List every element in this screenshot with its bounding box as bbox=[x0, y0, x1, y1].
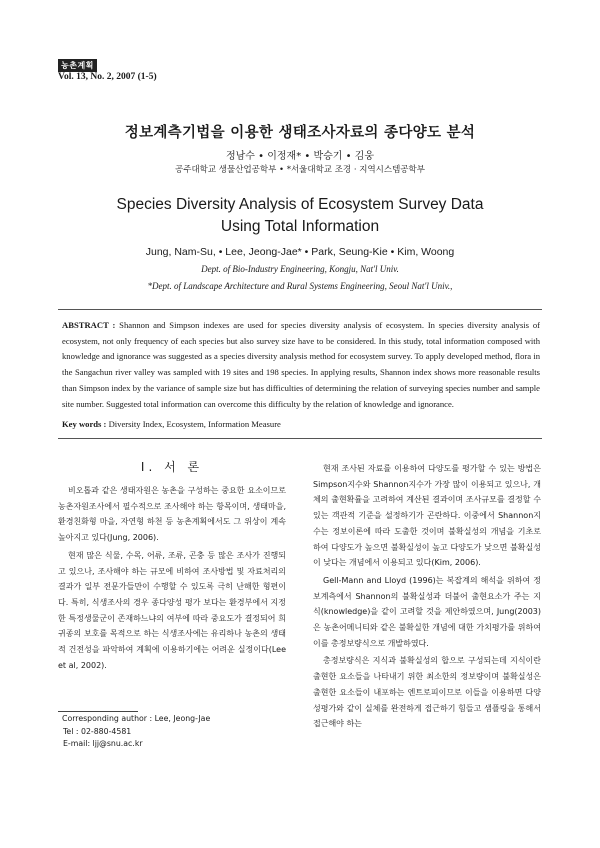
abstract-label: ABSTRACT : bbox=[62, 320, 116, 330]
journal-volume-info: Vol. 13, No. 2, 2007 (1-5) bbox=[58, 72, 157, 82]
title-english bbox=[0, 194, 600, 238]
affiliation-english-1: Dept. of Bio-Industry Engineering, Kongju, Nat'l Univ. bbox=[201, 264, 399, 274]
authors-english: Jung, Nam-Su, • Lee, Jeong-Jae* • Park, Seung-Kie • Kim, Woong bbox=[145, 246, 455, 258]
abstract-text: Shannon and Simpson indexes are used for species diversity analysis of ecosystem. In species diversity analysis of ecosystem, not only frequency of each species but also survey size have to be considered. In this study, total information composed with knowledge and ignorance was suggested as a species diversity analysis method for ecosystem survey. To apply developed method, flora in the Sangachun river valley was sampled with 19 sites and 198 species. In applying results, Shannon index shows more reasonable results than Simpson index by the variance of sample size but has difficulties of determining the relation of surveying species number and sample site number. Suggested total information can overcome this difficulty by the relation of knowledge and ignorance. bbox=[62, 320, 541, 409]
body-paragraph: 비오톱과 같은 생태자원은 농촌을 구성하는 중요한 요소이므로 농촌자원조사에서 필수적으로 조사해야 하는 항목이며, 생태마을, 환경친화형 마을, 자연형 하천 등 농촌계획에서도 그 위상이 계속 높아지고 있다(Jung, 2006). bbox=[58, 486, 286, 543]
abstract-bottom-rule bbox=[58, 438, 542, 439]
title-english-line2: Using Total Information bbox=[220, 218, 380, 235]
affiliation-english-2: *Dept. of Landscape Architecture and Rural Systems Engineering, Seoul Nat'l Univ., bbox=[147, 281, 453, 291]
body-paragraph: Gell-Mann and Lloyd (1996)는 복잡계의 해석을 위하여 정보계측에서 Shannon의 불확실성과 더불어 출현요소가 주는 지식(knowledge)을 같이 고려할 것을 제안하였으며, Jung(2003)은 농촌어메니티와 같은 불확실한 개념에 대한 가치평가를 위하여 이를 총정보량식으로 개발하였다. bbox=[313, 575, 541, 648]
abstract bbox=[62, 318, 540, 412]
title-english-line1: Species Diversity Analysis of Ecosystem Survey Data bbox=[116, 196, 484, 213]
footnote-tel: Tel : 02-880-4581 bbox=[63, 726, 132, 736]
keywords bbox=[62, 419, 281, 429]
body-paragraph: 현재 많은 식물, 수목, 어류, 조류, 곤충 등 많은 조사가 진행되고 있으나, 조사해야 하는 규모에 비하여 조사방법 및 자료처리의 결과가 일부 전문가들만이 수행할 수 있도록 극히 난해한 형편이다. 특히, 식생조사의 경우 종다양성 평가 보다는 환경부에서 지정한 특정생물군이 존재하느냐의 여부에 따라 중요도가 결정되어 희귀종의 보호를 목적으로 하는 식생조사에는 유리하나 농촌의 생태적 건전성을 파악하여 계획에 이용하기에는 어려운 실정이다(Lee et al, 2002). bbox=[58, 550, 286, 670]
keywords-text: Diversity Index, Ecosystem, Information Measure bbox=[108, 419, 281, 429]
section-heading-introduction: Ⅰ. 서 론 bbox=[140, 460, 204, 474]
body-paragraph: 현재 조사된 자료를 이용하여 다양도를 평가할 수 있는 방법은 Simpson지수와 Shannon지수가 가장 많이 이용되고 있으나, 개체의 출현확률을 고려하여 계산된 결과이며 조사규모를 결정할 수 있는 객관적 기준을 설정하기가 곤란하다. 이중에서 Shannon지수는 정보이론에 따라 도출한 것이며 불확실성의 개념을 기초로 하여 다양도가 높으면 불확실성이 높고 다양도가 낮으면 불확실성이 낮다는 개념에서 이용되고 있다(Kim, 2006). bbox=[313, 464, 541, 568]
journal-badge: 농촌계획 bbox=[58, 59, 97, 72]
body-paragraph: 총정보량식은 지식과 불확실성의 합으로 구성되는데 지식이란 출현한 요소들을 나타내기 위한 최소한의 정보량이며 불확실성은 출현한 요소들이 내포하는 엔트로피이므로 이들을 이용하면 다양성평가와 같이 실체를 완전하게 접근하기 힘들고 샘플링을 통해서 접근해야 하는 bbox=[313, 656, 541, 729]
abstract-top-rule bbox=[58, 309, 542, 310]
footnote-rule bbox=[58, 711, 138, 712]
body-column-left bbox=[58, 458, 286, 675]
authors-korean: 정남수 • 이정재* • 박승기 • 김웅 bbox=[225, 151, 375, 162]
footnote-email: E-mail: ljj@snu.ac.kr bbox=[63, 739, 143, 748]
keywords-label: Key words : bbox=[62, 419, 107, 429]
title-korean: 정보계측기법을 이용한 생태조사자료의 종다양도 분석 bbox=[124, 125, 476, 141]
footnote bbox=[62, 713, 210, 751]
body-column-right bbox=[313, 461, 541, 734]
affiliation-korean: 공주대학교 생물산업공학부 • *서울대학교 조경 · 지역시스템공학부 bbox=[175, 165, 425, 175]
footnote-corresponding-author: Corresponding author : Lee, Jeong-Jae bbox=[62, 714, 211, 723]
